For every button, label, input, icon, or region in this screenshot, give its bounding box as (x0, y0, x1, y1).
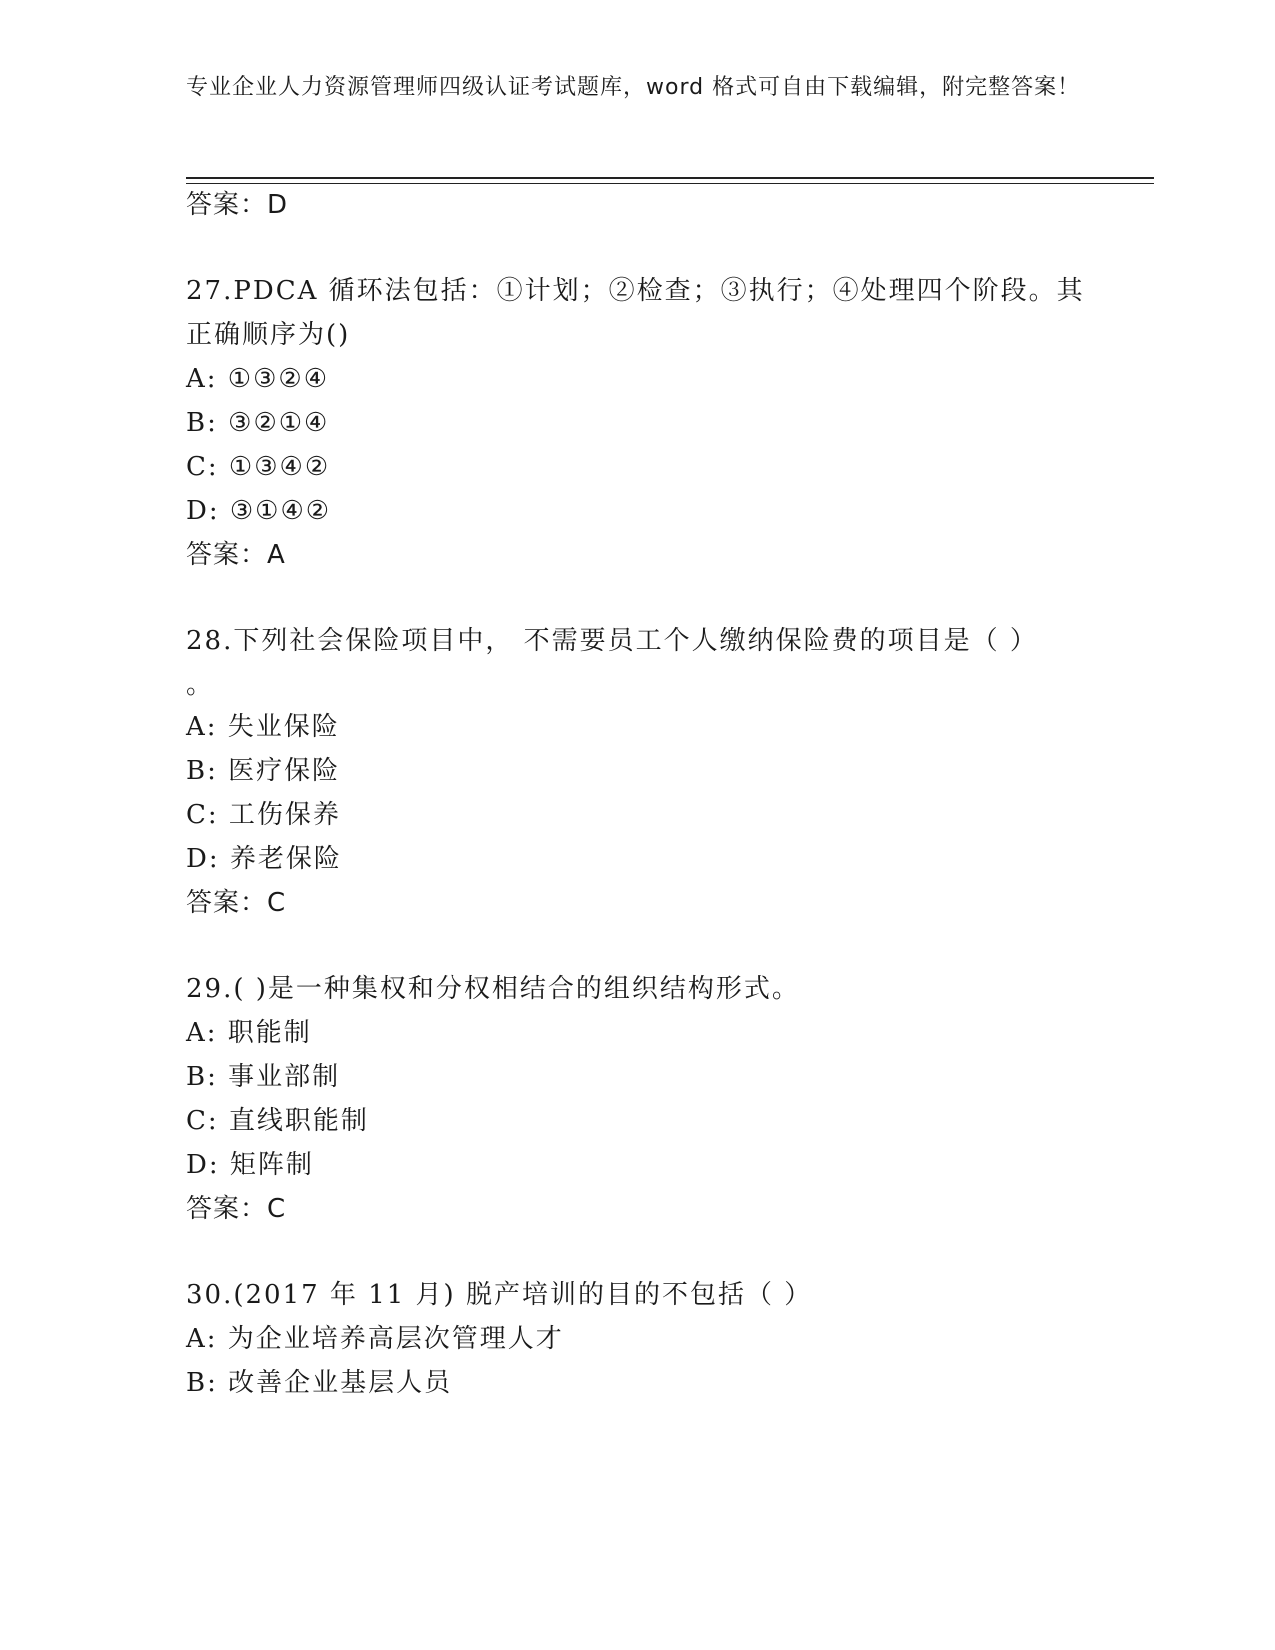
question-27-answer: 答案：A (186, 540, 286, 570)
question-28-option-b: B: 医疗保险 (186, 756, 341, 786)
question-28-option-c: C: 工伤保养 (186, 800, 341, 830)
question-29-option-b: B: 事业部制 (186, 1062, 341, 1092)
question-27-option-d: D: ③①④② (186, 496, 332, 526)
question-29-option-c: C: 直线职能制 (186, 1106, 369, 1136)
question-27-option-c: C: ①③④② (186, 452, 331, 482)
previous-answer: 答案：D (186, 190, 289, 220)
question-29-option-a: A: 职能制 (186, 1018, 312, 1048)
question-27-option-a: A: ①③②④ (186, 364, 330, 394)
question-28-stem-line-1: 28.下列社会保险项目中， 不需要员工个人缴纳保险费的项目是（ ） (186, 626, 1038, 656)
question-27-stem-line-2: 正确顺序为() (186, 320, 351, 350)
header-divider-thin (186, 183, 1154, 184)
question-28-stem-line-2: 。 (186, 670, 215, 700)
question-29-answer: 答案：C (186, 1194, 287, 1224)
question-30-stem: 30.(2017 年 11 月) 脱产培训的目的不包括（ ） (186, 1280, 813, 1310)
question-27-stem-line-1: 27.PDCA 循环法包括：①计划；②检查；③执行；④处理四个阶段。其 (186, 276, 1085, 306)
question-28-option-a: A: 失业保险 (186, 712, 340, 742)
question-28-answer: 答案：C (186, 888, 287, 918)
question-30-option-b: B: 改善企业基层人员 (186, 1368, 453, 1398)
header-divider (186, 177, 1154, 179)
document-header: 专业企业人力资源管理师四级认证考试题库，word 格式可自由下载编辑，附完整答案！ (186, 75, 1081, 100)
question-27-option-b: B: ③②①④ (186, 408, 330, 438)
question-29-option-d: D: 矩阵制 (186, 1150, 314, 1180)
question-28-option-d: D: 养老保险 (186, 844, 342, 874)
question-30-option-a: A: 为企业培养高层次管理人才 (186, 1324, 564, 1354)
question-29-stem: 29.( )是一种集权和分权相结合的组织结构形式。 (186, 974, 800, 1004)
